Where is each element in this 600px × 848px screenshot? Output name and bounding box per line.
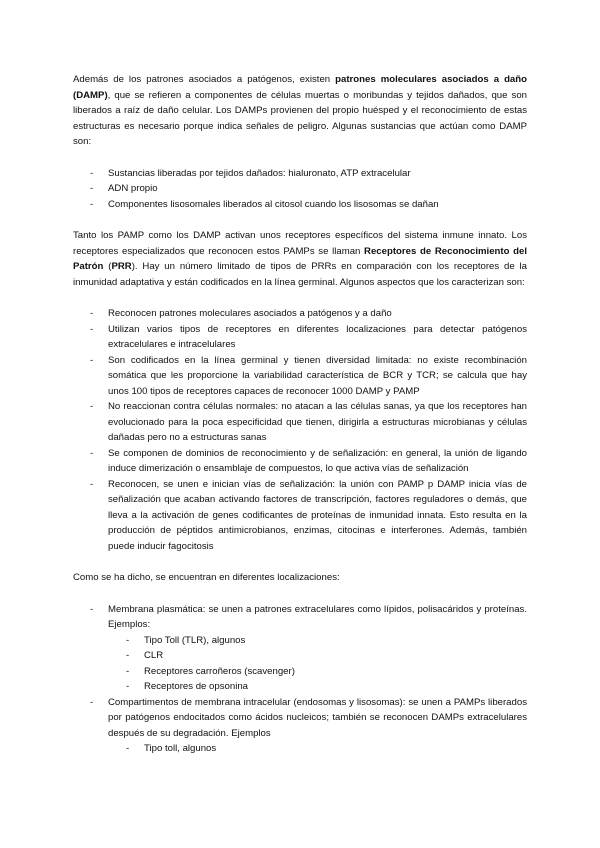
localization-text: Membrana plasmática: se unen a patrones extracelulares como lípidos, polisacáridos y proteínas. Ejemplos:: [108, 603, 527, 630]
intro-paragraph: [73, 72, 527, 150]
list-item: - Reconocen patrones moleculares asociados a patógenos y a daño: [73, 306, 527, 322]
prr-term: Receptores de Reconocimiento del Patrón: [73, 245, 528, 272]
list-item: - Receptores carroñeros (scavenger): [108, 664, 527, 680]
prr-paragraph: [73, 228, 527, 290]
list-item: - ADN propio: [73, 181, 527, 197]
prr-text-paren: (: [103, 261, 112, 272]
localizations-intro: Como se ha dicho, se encuentran en diferentes localizaciones:: [73, 572, 340, 583]
list-item: - Tipo Toll (TLR), algunos: [108, 633, 527, 649]
examples-list: [108, 741, 527, 757]
list-item: - Utilizan varios tipos de receptores en diferentes localizaciones para detectar patógenos extracelulares e intracelulares: [73, 322, 527, 353]
list-item: - Son codificados en la línea germinal y tienen diversidad limitada: no existe recombinación somática que les proporcione la variabilidad característica de BCR y TCR; se calcula que hay unos 100 tipos de receptores capaces de reconocer 1000 DAMP y PAMP: [73, 353, 527, 400]
damp-list: [73, 166, 527, 213]
localizations-list: [73, 602, 527, 757]
list-item: [73, 602, 527, 695]
examples-list: [108, 633, 527, 695]
prr-text: Tanto los PAMP como los DAMP activan unos receptores específicos del sistema inmune innato. Los receptores especializados que reconocen estos PAMPs se llaman: [73, 230, 527, 257]
intro-text: Además de los patrones asociados a patógenos, existen: [73, 74, 336, 85]
prr-abbrev: PRR: [111, 261, 132, 272]
prr-characteristics-list: [73, 306, 527, 554]
list-item: - CLR: [108, 648, 527, 664]
intro-text-rest: , que se refieren a componentes de células muertas o moribundas y tejidos dañados, que son liberados a raíz de daño celular. Los DAMPs provienen del propio huésped y el reconocimiento de estas estructuras es necesario porque indica señales de peligro. Algunas sustancias que actúan como DAMP son:: [73, 89, 527, 147]
localization-text: Compartimentos de membrana intracelular (endosomas y lisosomas): se unen a PAMPs liberados por patógenos endocitados como ácidos nucleicos; también se reconocen DAMPs extracelulares después de su degradación. Ejemplos: [108, 696, 527, 739]
list-item: - Componentes lisosomales liberados al citosol cuando los lisosomas se dañan: [73, 197, 527, 213]
list-item: [73, 695, 527, 757]
list-item: - Se componen de dominios de reconocimiento y de señalización: en general, la unión de ligando induce dimerización o ensamblaje de compuestos, lo que activa vías de señalización: [73, 446, 527, 477]
document-page: [73, 72, 527, 773]
list-item: - No reaccionan contra células normales: no atacan a las células sanas, ya que los receptores han evolucionado para la poca especificidad que tienen, dirigirla a estructuras microbianas y células dañadas pero no a estructuras sanas: [73, 399, 527, 446]
list-item: - Receptores de opsonina: [108, 679, 527, 695]
list-item: - Reconocen, se unen e inician vías de señalización: la unión con PAMP p DAMP inicia vías de señalización que acaban activando factores de transcripción, factores reguladores o demás, que lleva a la activación de genes codificantes de proteínas de inmunidad innata. Esto resulta en la producción de péptidos antimicrobianos, enzimas, citocinas e interferones. Además, también puede inducir fagocitosis: [73, 477, 527, 555]
prr-text-rest: ). Hay un número limitado de tipos de PRRs en comparación con los receptores de la inmunidad adaptativa y están codificados en la línea germinal. Algunos aspectos que los caracterizan son:: [73, 261, 527, 288]
list-item: - Sustancias liberadas por tejidos dañados: hialuronato, ATP extracelular: [73, 166, 527, 182]
damp-term: patrones moleculares asociados a daño (DAMP): [73, 74, 527, 101]
list-item: - Tipo toll, algunos: [108, 741, 527, 757]
